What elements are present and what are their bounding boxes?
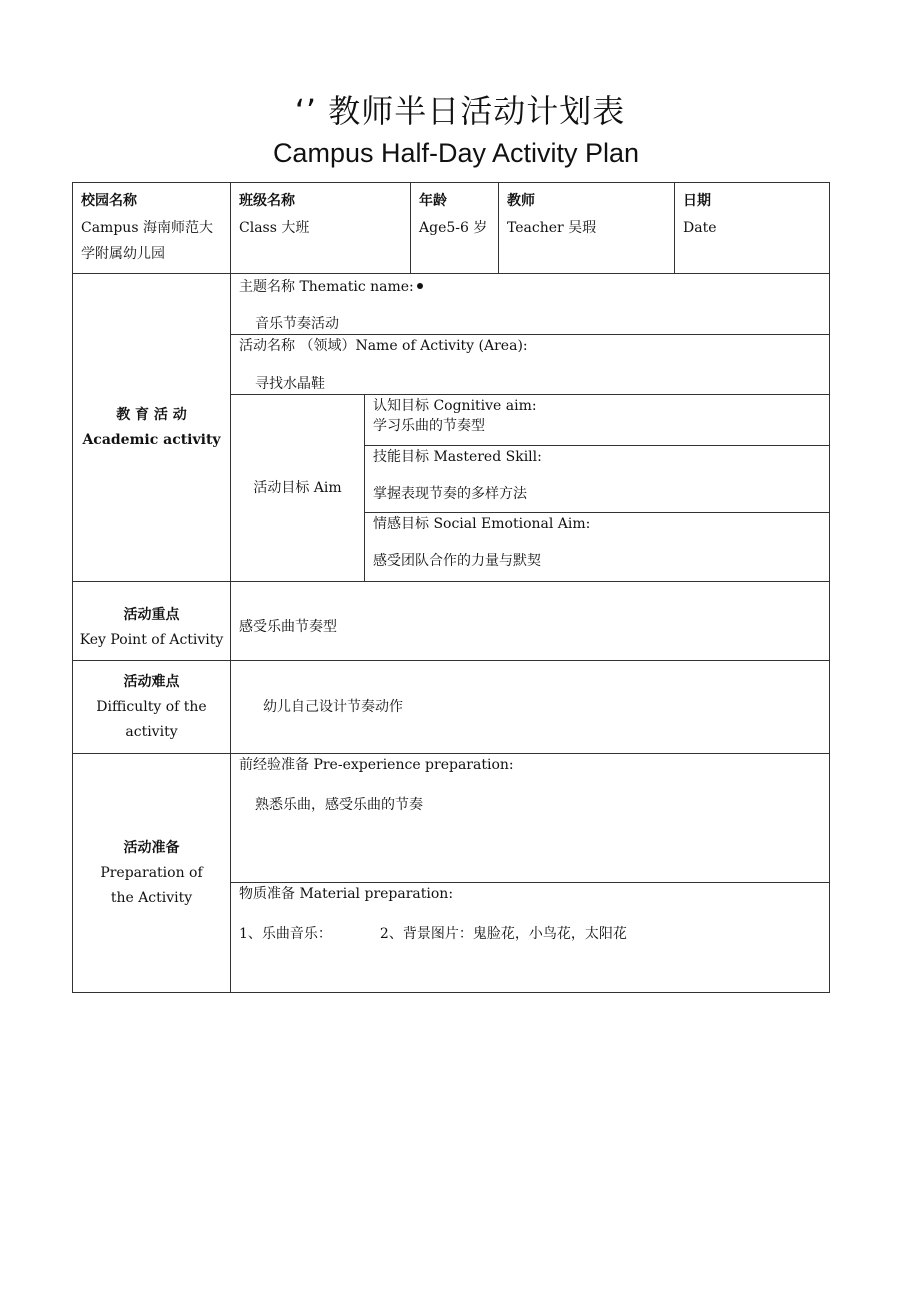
campus-cell	[73, 183, 231, 274]
key-point-cell	[231, 582, 830, 661]
page-title-en: Campus Half-Day Activity Plan	[272, 138, 640, 168]
difficulty-row	[73, 661, 830, 754]
aim-label: 活动目标 Aim	[253, 479, 342, 496]
teacher-value: Teacher 吴瑕	[507, 220, 597, 236]
material-item-1: 1、乐曲音乐：	[239, 926, 332, 942]
academic-label-en: Academic activity	[82, 431, 221, 448]
skill-aim-value: 掌握表现节奏的多样方法	[373, 486, 527, 502]
activity-name-value: 寻找水晶鞋	[255, 376, 325, 392]
difficulty-value: 幼儿自己设计节奏动作	[263, 699, 403, 715]
info-row	[73, 183, 830, 274]
preparation-label-cell	[73, 754, 231, 993]
aim-label-cell	[231, 395, 365, 582]
campus-value: Campus 海南师范大学附属幼儿园	[81, 220, 213, 262]
age-label: 年龄	[419, 193, 448, 209]
key-point-row	[73, 582, 830, 661]
activity-plan-table	[72, 182, 830, 993]
difficulty-cell	[231, 661, 830, 754]
cognitive-aim-value: 学习乐曲的节奏型	[373, 418, 485, 434]
emotional-aim-cell	[365, 513, 830, 582]
preparation-label-en: Preparation of the Activity	[100, 864, 203, 906]
age-cell	[411, 183, 499, 274]
date-value: Date	[683, 220, 717, 236]
pre-experience-row	[73, 754, 830, 883]
academic-label-cn: 教 育 活 动	[116, 406, 187, 423]
teacher-label: 教师	[507, 193, 536, 209]
key-point-label-en: Key Point of Activity	[79, 632, 224, 648]
thematic-cell	[231, 274, 830, 335]
preparation-label-cn: 活动准备	[123, 839, 180, 856]
campus-label: 校园名称	[81, 193, 137, 209]
pre-experience-label: 前经验准备 Pre-experience preparation:	[239, 757, 514, 773]
page-title-cn: ‘’ 教师半日活动计划表	[294, 92, 626, 130]
key-point-label-cn: 活动重点	[123, 607, 180, 623]
teacher-cell	[499, 183, 675, 274]
thematic-value: 音乐节奏活动	[255, 316, 339, 332]
activity-name-label: 活动名称 （领域）Name of Activity (Area):	[239, 338, 528, 354]
academic-activity-label-cell	[73, 274, 231, 582]
material-label: 物质准备 Material preparation:	[239, 886, 454, 902]
key-point-label-cell	[73, 582, 231, 661]
material-item-2: 2、背景图片：鬼脸花，小鸟花，太阳花	[379, 926, 627, 942]
activity-name-cell	[231, 335, 830, 395]
cognitive-aim-label: 认知目标 Cognitive aim:	[373, 398, 537, 414]
class-cell	[231, 183, 411, 274]
pre-experience-value: 熟悉乐曲，感受乐曲的节奏	[255, 797, 423, 813]
skill-aim-label: 技能目标 Mastered Skill:	[373, 449, 542, 465]
cognitive-aim-cell	[365, 395, 830, 446]
emotional-aim-label: 情感目标 Social Emotional Aim:	[373, 516, 591, 532]
thematic-label: 主题名称 Thematic name:	[239, 279, 414, 295]
material-cell	[231, 883, 830, 993]
difficulty-label-cell	[73, 661, 231, 754]
class-label: 班级名称	[239, 193, 295, 209]
difficulty-label-en: Difficulty of the activity	[96, 698, 207, 740]
material-items	[239, 924, 821, 944]
bullet-dot-icon	[417, 283, 423, 289]
key-point-value: 感受乐曲节奏型	[239, 619, 337, 635]
thematic-row	[73, 274, 830, 335]
class-value: Class 大班	[239, 220, 310, 236]
date-cell	[675, 183, 830, 274]
difficulty-label-cn: 活动难点	[123, 673, 180, 690]
pre-experience-cell	[231, 754, 830, 883]
age-value: Age5-6 岁	[419, 220, 488, 236]
emotional-aim-value: 感受团队合作的力量与默契	[373, 553, 541, 569]
date-label: 日期	[683, 193, 712, 209]
skill-aim-cell	[365, 446, 830, 513]
